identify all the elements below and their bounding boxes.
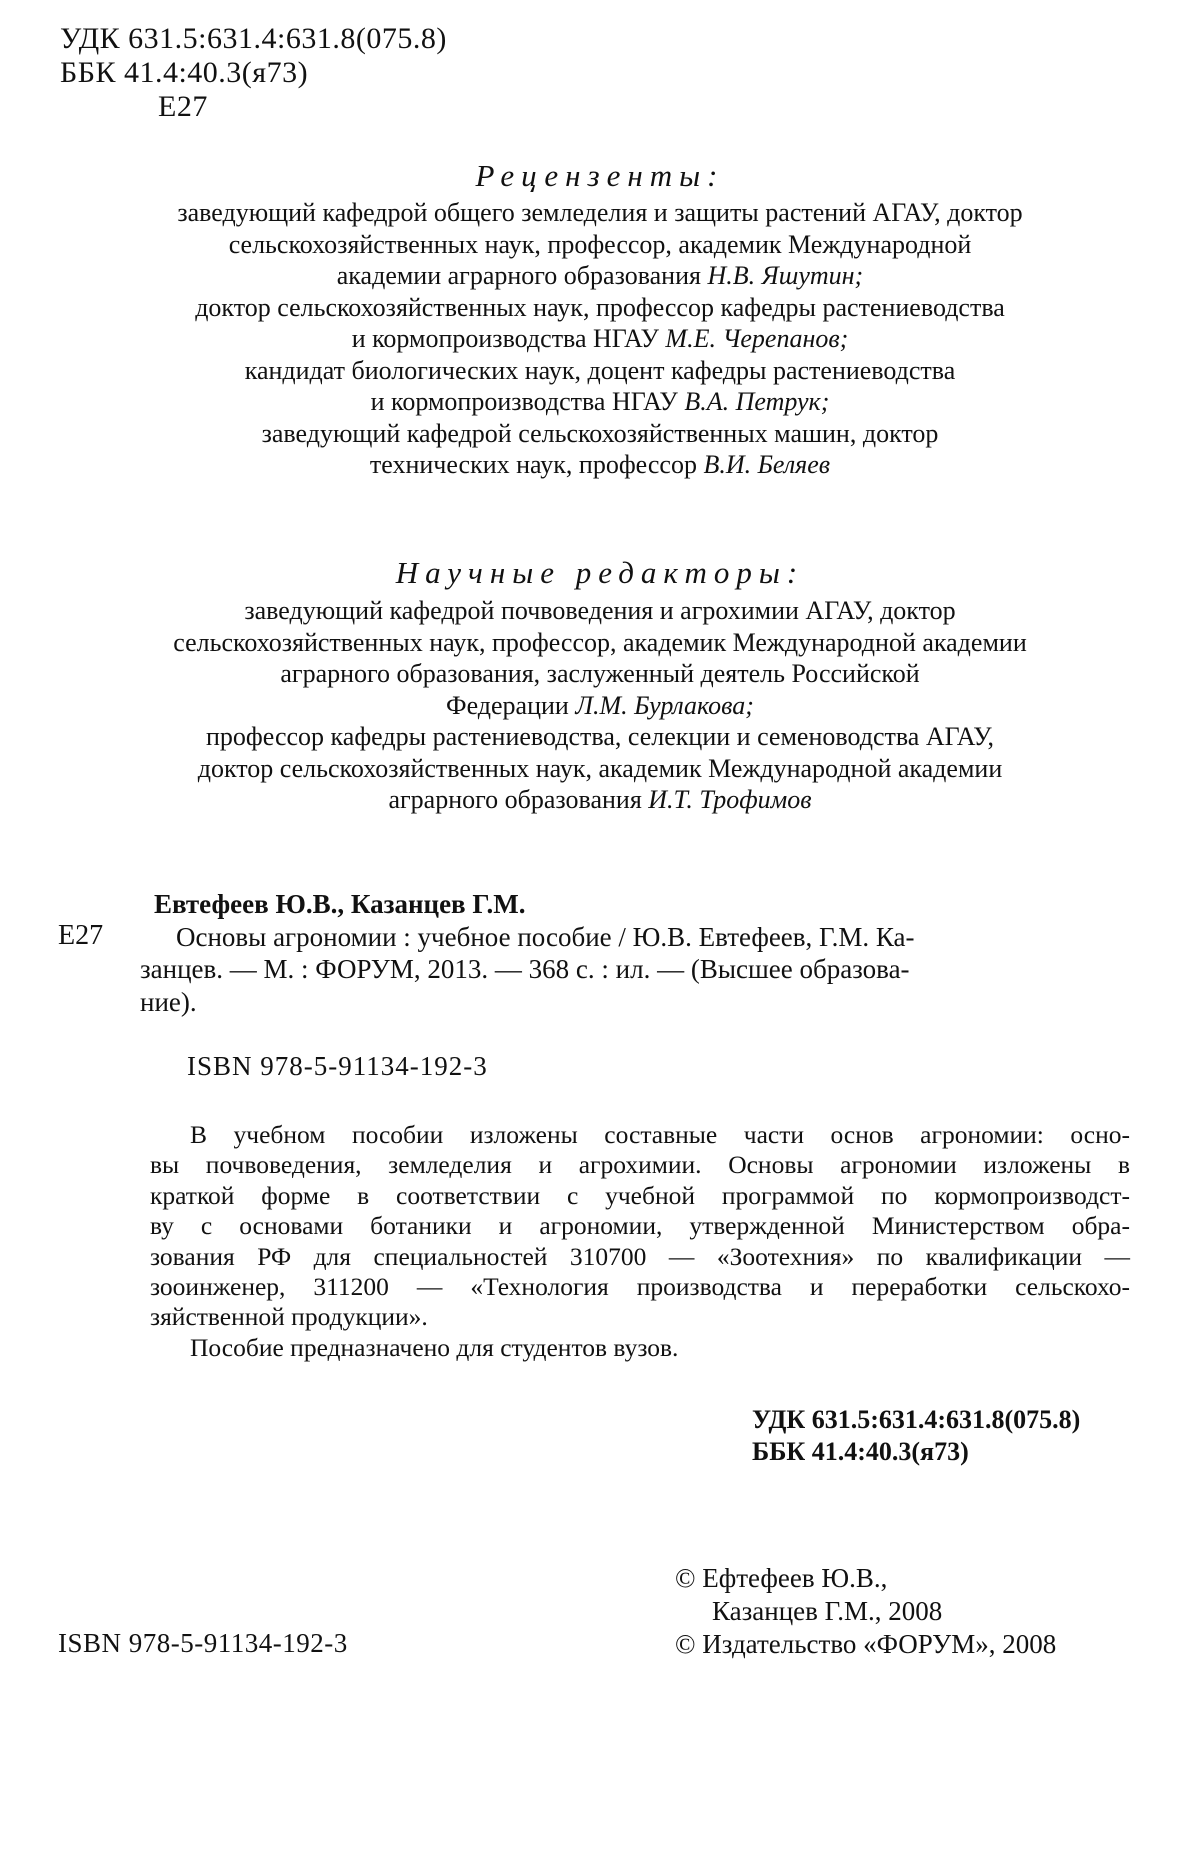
footer-bbk-code: ББК 41.4:40.3(я73) bbox=[752, 1437, 969, 1466]
editor-name: И.Т. Трофимов bbox=[648, 785, 812, 814]
isbn-record: ISBN 978-5-91134-192-3 bbox=[187, 1051, 488, 1081]
abstract-line: ву с основами ботаники и агрономии, утвержденной Министерством обра- bbox=[150, 1211, 1130, 1241]
editor-name: Л.М. Бурлакова; bbox=[575, 690, 754, 720]
editor-line: Федерации Л.М. Бурлакова; bbox=[446, 690, 754, 720]
reviewer-name: В.И. Беляев bbox=[703, 450, 831, 479]
reviewer-line: и кормопроизводства НГАУ М.Е. Черепанов; bbox=[351, 324, 849, 353]
copyright-line: © Ефтефеев Ю.В., bbox=[675, 1563, 888, 1593]
abstract-line: В учебном пособии изложены составные части основ агрономии: осно- bbox=[190, 1120, 1130, 1149]
bibliographic-record bbox=[140, 888, 1130, 1018]
reviewers-heading: Рецензенты: bbox=[475, 158, 725, 193]
editors-section bbox=[60, 555, 1140, 816]
reviewer-line: доктор сельскохозяйственных наук, профессор кафедры растениеводства bbox=[195, 292, 1005, 322]
reviewer-line: академии аграрного образования Н.В. Яшутин; bbox=[336, 261, 864, 290]
editor-line: аграрного образования И.Т. Трофимов bbox=[388, 785, 812, 814]
reviewer-name: В.А. Петрук; bbox=[684, 387, 830, 416]
author-mark: Е27 bbox=[158, 90, 208, 123]
copyright-line: © Издательство «ФОРУМ», 2008 bbox=[675, 1629, 1057, 1659]
footer-codes bbox=[752, 1404, 1080, 1468]
reviewer-line: заведующий кафедрой сельскохозяйственных машин, доктор bbox=[261, 418, 939, 448]
reviewer-line: заведующий кафедрой общего земледелия и защиты растений АГАУ, доктор bbox=[177, 198, 1023, 227]
copyright-line: Казанцев Г.М., 2008 bbox=[712, 1596, 943, 1626]
isbn-bottom: ISBN 978-5-91134-192-3 bbox=[58, 1628, 348, 1658]
reviewer-line: технических наук, профессор В.И. Беляев bbox=[369, 450, 831, 479]
abstract-line: зования РФ для специальностей 310700 — «Зоотехния» по квалификации — bbox=[150, 1241, 1130, 1271]
abstract-line: зооинженер, 311200 — «Технология производства и переработки сельскохо- bbox=[150, 1272, 1130, 1302]
editors-heading: Научные редакторы: bbox=[395, 555, 805, 590]
editor-line: профессор кафедры растениеводства, селекции и семеноводства АГАУ, bbox=[206, 722, 994, 751]
reviewers-section bbox=[60, 158, 1140, 481]
abstract-note: Пособие предназначено для студентов вузов. bbox=[190, 1332, 679, 1362]
bib-line: Основы агрономии : учебное пособие / Ю.В. Евтефеев, Г.М. Ка- bbox=[176, 921, 915, 952]
editor-line: аграрного образования, заслуженный деятель Российской bbox=[280, 659, 920, 688]
bib-line: ние). bbox=[140, 986, 197, 1017]
abstract-line: зяйственной продукции». bbox=[150, 1302, 428, 1332]
footer-udk-code: УДК 631.5:631.4:631.8(075.8) bbox=[752, 1405, 1081, 1434]
reviewer-line: и кормопроизводства НГАУ В.А. Петрук; bbox=[370, 387, 830, 416]
abstract-line: краткой форме в соответствии с учебной программой по кормопроизводст- bbox=[150, 1180, 1130, 1210]
bib-line: занцев. — М. : ФОРУМ, 2013. — 368 с. : ил. — (Высшее образова- bbox=[140, 954, 910, 984]
reviewer-line: кандидат биологических наук, доцент кафедры растениеводства bbox=[244, 355, 956, 385]
reviewer-line: сельскохозяйственных наук, профессор, академик Международной bbox=[228, 229, 972, 259]
bib-author-mark: Е27 bbox=[58, 920, 104, 951]
udk-code: УДК 631.5:631.4:631.8(075.8) bbox=[60, 22, 447, 55]
bbk-code: ББК 41.4:40.3(я73) bbox=[60, 56, 309, 89]
reviewer-name: Н.В. Яшутин; bbox=[707, 261, 864, 290]
copyright-block bbox=[675, 1562, 1056, 1661]
reviewer-name: М.Е. Черепанов; bbox=[665, 324, 849, 353]
editor-line: заведующий кафедрой почвоведения и агрохимии АГАУ, доктор bbox=[244, 596, 956, 625]
abstract-line: вы почвоведения, земледелия и агрохимии. Основы агрономии изложены в bbox=[150, 1150, 1130, 1180]
editor-line: сельскохозяйственных наук, профессор, академик Международной академии bbox=[173, 627, 1027, 657]
abstract bbox=[150, 1120, 1130, 1363]
editor-line: доктор сельскохозяйственных наук, академик Международной академии bbox=[197, 753, 1003, 783]
catalog-codes bbox=[60, 22, 447, 124]
bib-authors: Евтефеев Ю.В., Казанцев Г.М. bbox=[154, 889, 526, 919]
